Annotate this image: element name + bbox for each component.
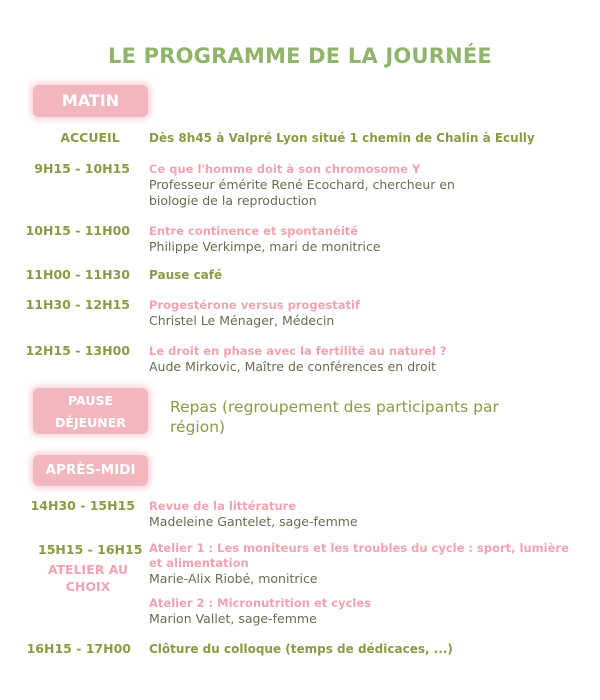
event-speaker: Marion Vallet, sage-femme [149, 611, 317, 626]
section-apres-midi-label: APRÈS-MIDI [45, 462, 136, 478]
section-pause-label-line1: PAUSE [68, 393, 113, 408]
time-accueil: ACCUEIL [60, 130, 120, 145]
event-title: Ce que l'homme doit à son chromosome Y [149, 162, 421, 176]
pause-description-line2: région) [170, 418, 226, 436]
event-cloture: Clôture du colloque (temps de dédicaces, ...) [149, 642, 453, 656]
event-accueil: Dès 8h45 à Valpré Lyon situé 1 chemin de Chalin à Ecully [149, 131, 535, 145]
time-slot: 9H15 - 10H15 [34, 161, 130, 176]
time-slot: 14H30 - 15H15 [30, 498, 135, 513]
event-speaker: Christel Le Ménager, Médecin [149, 313, 335, 328]
time-slot: 10H15 - 11H00 [25, 223, 130, 238]
section-pause-badge [33, 388, 148, 434]
event-speaker: Professeur émérite René Ecochard, chercheur en [149, 177, 455, 192]
time-slot: 16H15 - 17H00 [26, 641, 131, 656]
event-title: Revue de la littérature [149, 499, 297, 513]
section-apres-midi-badge [33, 455, 148, 486]
section-matin-badge [33, 85, 148, 117]
event-speaker-line2: biologie de la reproduction [149, 193, 317, 208]
event-title-line2: et alimentation [149, 556, 249, 570]
event-title: Le droit en phase avec la fertilité au naturel ? [149, 344, 447, 358]
pause-description: Repas (regroupement des participants par [170, 398, 499, 416]
time-slot: 12H15 - 13H00 [25, 343, 130, 358]
event-title: Entre continence et spontanéité [149, 224, 359, 238]
time-slot: 15H15 - 16H15 [38, 542, 143, 557]
atelier-choix-line1: ATELIER AU [47, 562, 129, 577]
event-speaker: Madeleine Gantelet, sage-femme [149, 514, 358, 529]
page-title: LE PROGRAMME DE LA JOURNÉE [108, 44, 492, 68]
time-slot: 11H30 - 12H15 [25, 297, 130, 312]
event-title: Atelier 1 : Les moniteurs et les troubles du cycle : sport, lumière [149, 541, 569, 555]
event-speaker: Philippe Verkimpe, mari de monitrice [149, 239, 381, 254]
atelier-choix-line2: CHOIX [65, 579, 111, 594]
time-slot: 11H00 - 11H30 [25, 267, 130, 282]
event-title: Progestérone versus progestatif [149, 298, 360, 312]
event-pause-cafe: Pause café [149, 268, 223, 282]
section-pause-label-line2: DÉJEUNER [55, 415, 126, 430]
event-speaker: Marie-Alix Riobé, monitrice [149, 571, 318, 586]
section-matin-label: MATIN [61, 91, 120, 110]
event-speaker: Aude Mirkovic, Maître de conférences en droit [149, 359, 437, 374]
atelier-choix-label [38, 561, 138, 595]
event-title: Atelier 2 : Micronutrition et cycles [149, 596, 371, 610]
